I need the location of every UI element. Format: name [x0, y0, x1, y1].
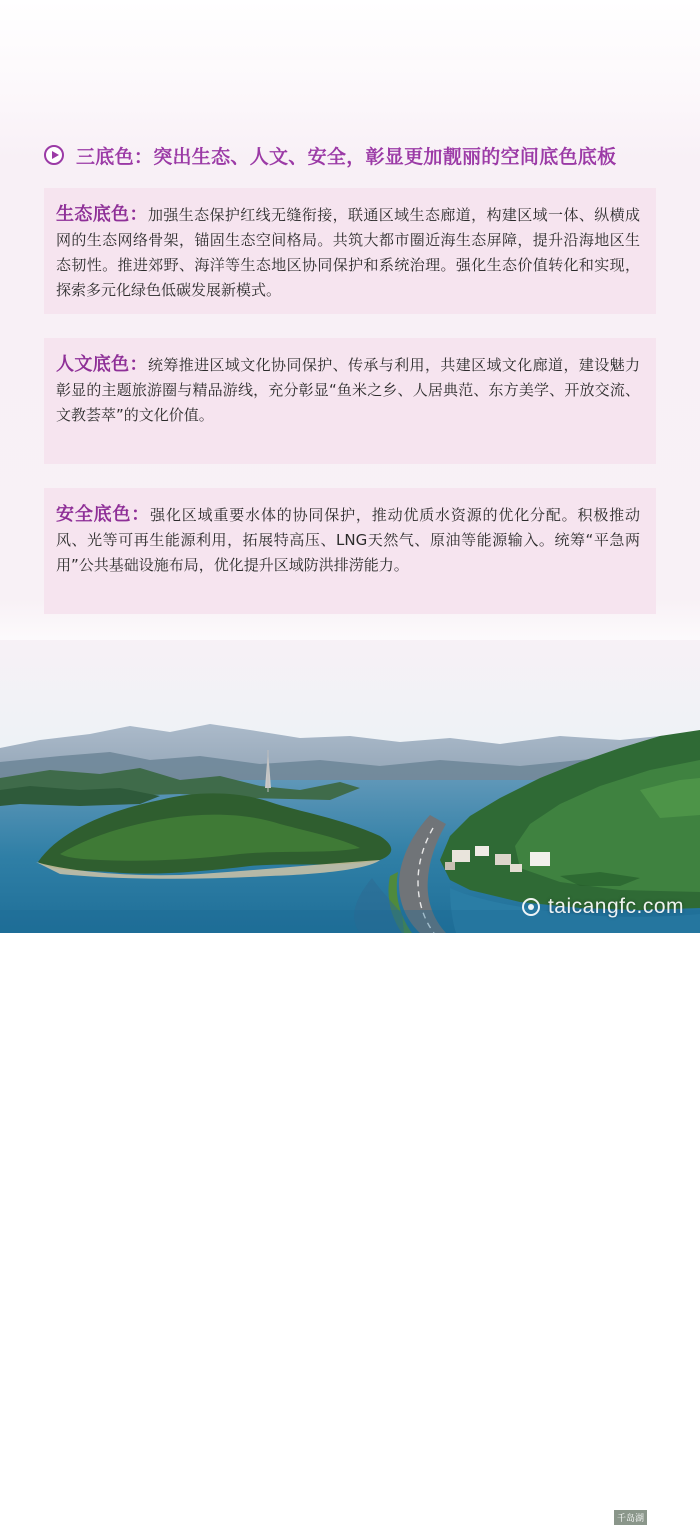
culture-text: 统筹推进区域文化协同保护、传承与利用，共建区域文化廊道，建设魅力彰显的主题旅游圈与精品游线，充分彰显“鱼米之乡、人居典范、东方美学、开放交流、文教荟萃”的文化价值。	[56, 356, 640, 424]
ecology-text: 加强生态保护红线无缝衔接，联通区域生态廊道，构建区域一体、纵横成网的生态网络骨架，锚固生态空间格局。共筑大都市圈近海生态屏障，提升沿海地区生态韧性。推进郊野、海洋等生态地区协同保护和系统治理。强化生态价值转化和实现，探索多元化绿色低碳发展新模式。	[56, 206, 640, 299]
culture-label: 人文底色：	[56, 354, 148, 375]
landscape-illustration	[0, 640, 700, 933]
culture-card	[44, 338, 656, 464]
play-circle-icon	[44, 145, 64, 165]
section-heading-text: 三底色：突出生态、人文、安全，彰显更加靓丽的空间底色底板	[76, 145, 617, 168]
safety-paragraph	[56, 502, 640, 578]
safety-label: 安全底色：	[56, 504, 151, 525]
section-heading	[44, 142, 664, 168]
safety-card	[44, 488, 656, 614]
safety-text: 强化区域重要水体的协同保护，推动优质水资源的优化分配。积极推动风、光等可再生能源利用，拓展特高压、LNG天然气、原油等能源输入。统筹“平急两用”公共基础设施布局，优化提升区域防洪排涝能力。	[56, 506, 640, 574]
photo-sign-text: 千岛湖	[614, 1510, 647, 1525]
ecology-card	[44, 188, 656, 314]
ecology-paragraph	[56, 202, 640, 303]
lake-landscape-photo	[0, 640, 700, 1524]
watermark-logo-icon	[522, 898, 540, 916]
culture-paragraph	[56, 352, 640, 428]
watermark-text: taicangfc.com	[547, 895, 684, 918]
watermark	[522, 895, 684, 919]
ecology-label: 生态底色：	[56, 204, 148, 225]
